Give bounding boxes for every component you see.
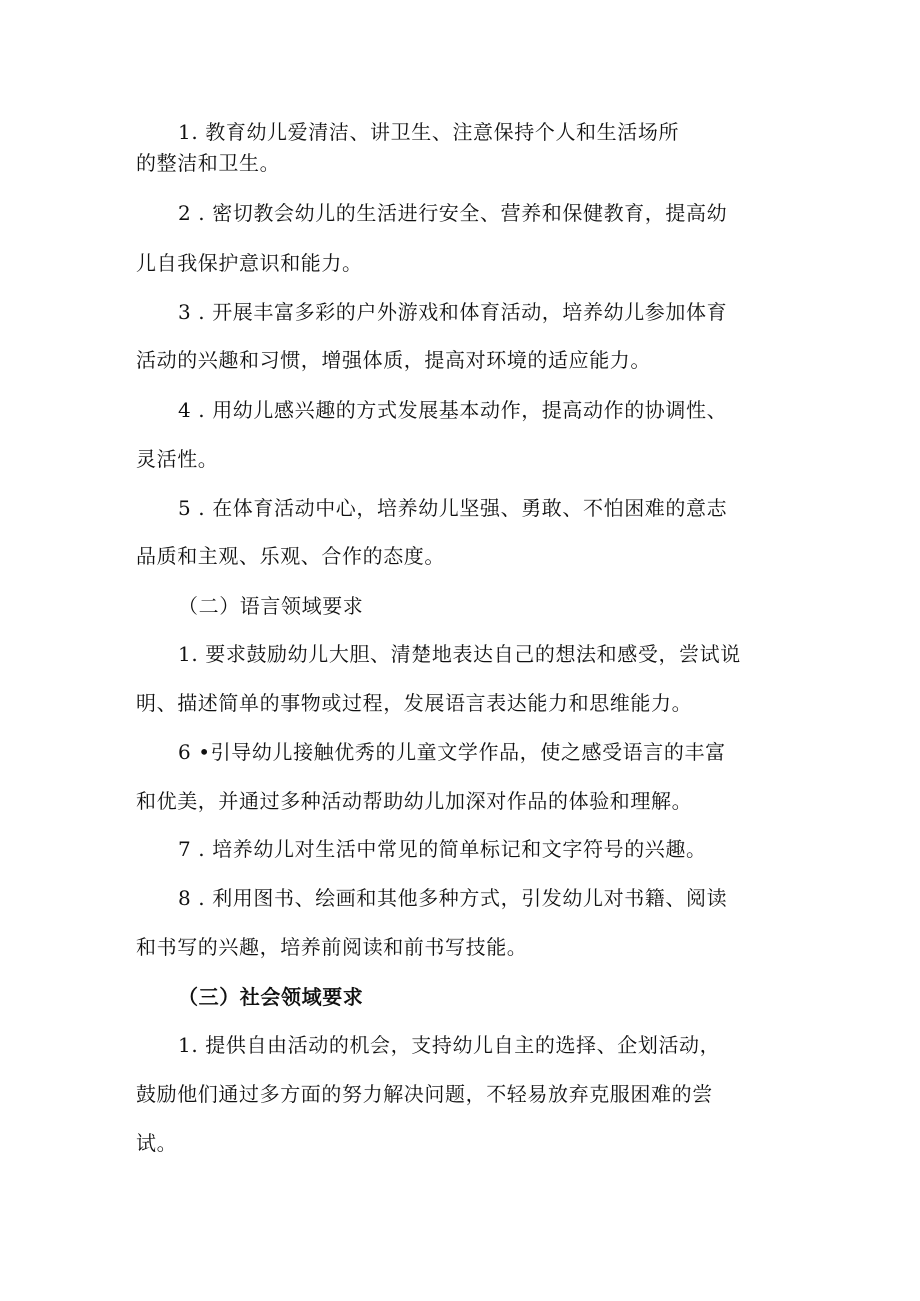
social-item-1-line-3: 试。	[136, 1131, 178, 1155]
health-item-2-line-2: 儿自我保护意识和能力。	[136, 251, 363, 275]
section-heading-social: （三）社会领域要求	[178, 985, 364, 1009]
language-item-1-line-2: 明、描述简单的事物或过程，发展语言表达能力和思维能力。	[136, 691, 693, 715]
language-item-7-line-1: 7 . 培养幼儿对生活中常见的简单标记和文字符号的兴趣。	[178, 837, 707, 861]
section-heading-language: （二）语言领域要求	[178, 594, 364, 618]
health-item-3-line-2: 活动的兴趣和习惯，增强体质，提高对环境的适应能力。	[136, 348, 651, 372]
health-item-2-line-1: 2 . 密切教会幼儿的生活进行安全、营养和保健教育，提高幼	[178, 201, 728, 225]
health-item-4-line-1: 4 . 用幼儿感兴趣的方式发展基本动作，提高动作的协调性、	[178, 398, 728, 422]
language-item-1-line-1: 1. 要求鼓励幼儿大胆、清楚地表达自己的想法和感受，尝试说	[178, 642, 741, 666]
language-item-8-line-2: 和书写的兴趣，培养前阅读和前书写技能。	[136, 935, 528, 959]
social-item-1-line-2: 鼓励他们通过多方面的努力解决问题，不轻易放弃克服困难的尝	[136, 1082, 713, 1106]
social-item-1-line-1: 1. 提供自由活动的机会，支持幼儿自主的选择、企划活动，	[178, 1033, 721, 1057]
language-item-6-line-1: 6 •引导幼儿接触优秀的儿童文学作品，使之感受语言的丰富	[178, 740, 726, 764]
language-item-8-line-1: 8 . 利用图书、绘画和其他多种方式，引发幼儿对书籍、阅读	[178, 886, 728, 910]
health-item-5-line-2: 品质和主观、乐观、合作的态度。	[136, 544, 445, 568]
language-item-6-line-2: 和优美，并通过多种活动帮助幼儿加深对作品的体验和理解。	[136, 789, 693, 813]
health-item-5-line-1: 5 . 在体育活动中心，培养幼儿坚强、勇敢、不怕困难的意志	[178, 496, 728, 520]
health-item-3-line-1: 3 . 开展丰富多彩的户外游戏和体育活动，培养幼儿参加体育	[178, 300, 728, 324]
health-item-1-line-1: 1. 教育幼儿爱清洁、讲卫生、注意保持个人和生活场所	[178, 120, 680, 144]
health-item-1-line-2: 的整洁和卫生。	[136, 151, 281, 175]
health-item-4-line-2: 灵活性。	[136, 447, 219, 471]
